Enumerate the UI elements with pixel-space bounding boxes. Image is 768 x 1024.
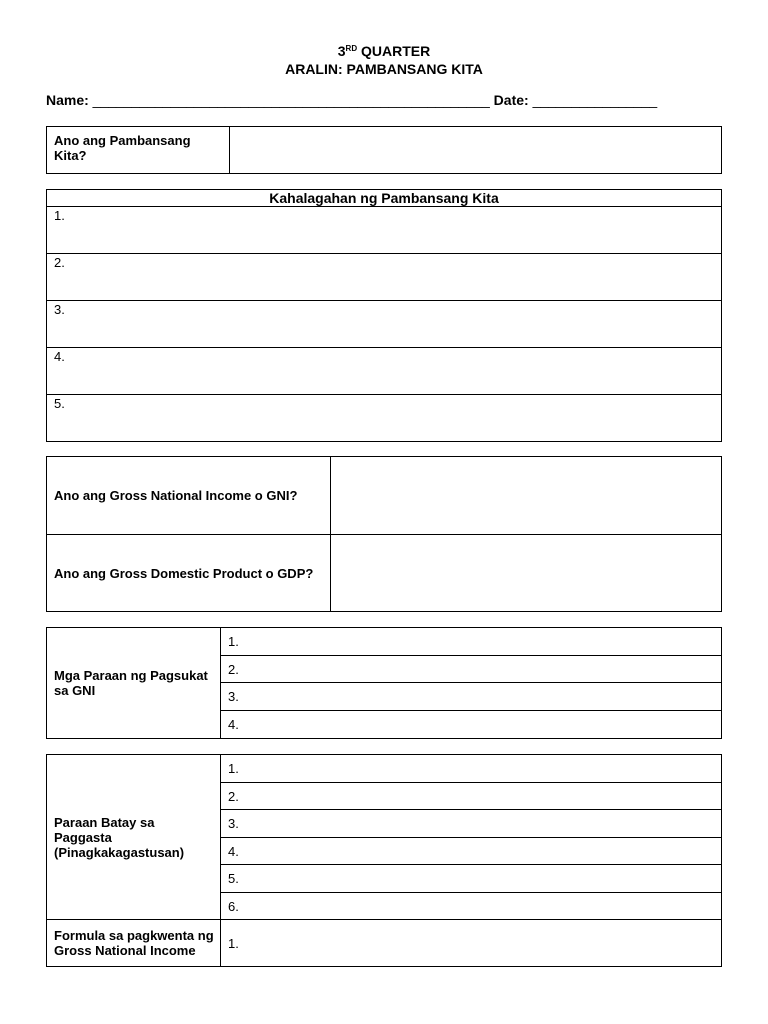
date-label: Date: xyxy=(493,92,529,108)
kahalagahan-item[interactable]: 5. xyxy=(47,395,722,442)
paggasta-item[interactable]: 4. xyxy=(221,838,722,865)
kahalagahan-item[interactable]: 4. xyxy=(47,348,722,395)
quarter-title: 3RD QUARTER xyxy=(337,43,431,59)
lesson-title: ARALIN: PAMBANSANG KITA xyxy=(285,61,483,77)
pagsukat-item[interactable]: 3. xyxy=(221,683,722,711)
pambansang-kita-answer-cell[interactable] xyxy=(230,127,722,174)
paggasta-item[interactable]: 6. xyxy=(221,893,722,920)
pagsukat-gni-label: Mga Paraan ng Pagsukat sa GNI xyxy=(47,628,221,739)
pagsukat-gni-table xyxy=(46,627,722,739)
paggasta-item[interactable]: 3. xyxy=(221,810,722,838)
kahalagahan-title: Kahalagahan ng Pambansang Kita xyxy=(47,190,722,207)
pagsukat-item[interactable]: 4. xyxy=(221,711,722,739)
pambansang-kita-question: Ano ang Pambansang Kita? xyxy=(47,127,230,174)
gni-question: Ano ang Gross National Income o GNI? xyxy=(47,457,331,535)
gdp-question: Ano ang Gross Domestic Product o GDP? xyxy=(47,535,331,612)
kahalagahan-item[interactable]: 3. xyxy=(47,301,722,348)
gni-gdp-table xyxy=(46,456,722,612)
formula-label: Formula sa pagkwenta ng Gross National Income xyxy=(47,920,221,967)
paggasta-item[interactable]: 2. xyxy=(221,783,722,810)
gdp-answer-cell[interactable] xyxy=(331,535,722,612)
kahalagahan-item[interactable]: 1. xyxy=(47,207,722,254)
formula-item[interactable]: 1. xyxy=(221,920,722,967)
pambansang-kita-table xyxy=(46,126,722,174)
paggasta-table xyxy=(46,754,722,967)
worksheet-header xyxy=(0,42,768,78)
paggasta-label: Paraan Batay sa Paggasta (Pinagkakagastusan) xyxy=(47,755,221,920)
date-blank[interactable]: ________________ xyxy=(528,92,658,108)
gni-answer-cell[interactable] xyxy=(331,457,722,535)
paggasta-item[interactable]: 5. xyxy=(221,865,722,893)
pagsukat-item[interactable]: 1. xyxy=(221,628,722,656)
kahalagahan-item[interactable]: 2. xyxy=(47,254,722,301)
quarter-superscript: RD xyxy=(345,44,358,53)
name-label: Name: xyxy=(46,92,89,108)
paggasta-item[interactable]: 1. xyxy=(221,755,722,783)
name-blank[interactable]: ___________________________________________________ xyxy=(88,92,494,108)
pagsukat-item[interactable]: 2. xyxy=(221,656,722,683)
kahalagahan-table xyxy=(46,189,722,442)
name-date-line xyxy=(46,91,726,109)
